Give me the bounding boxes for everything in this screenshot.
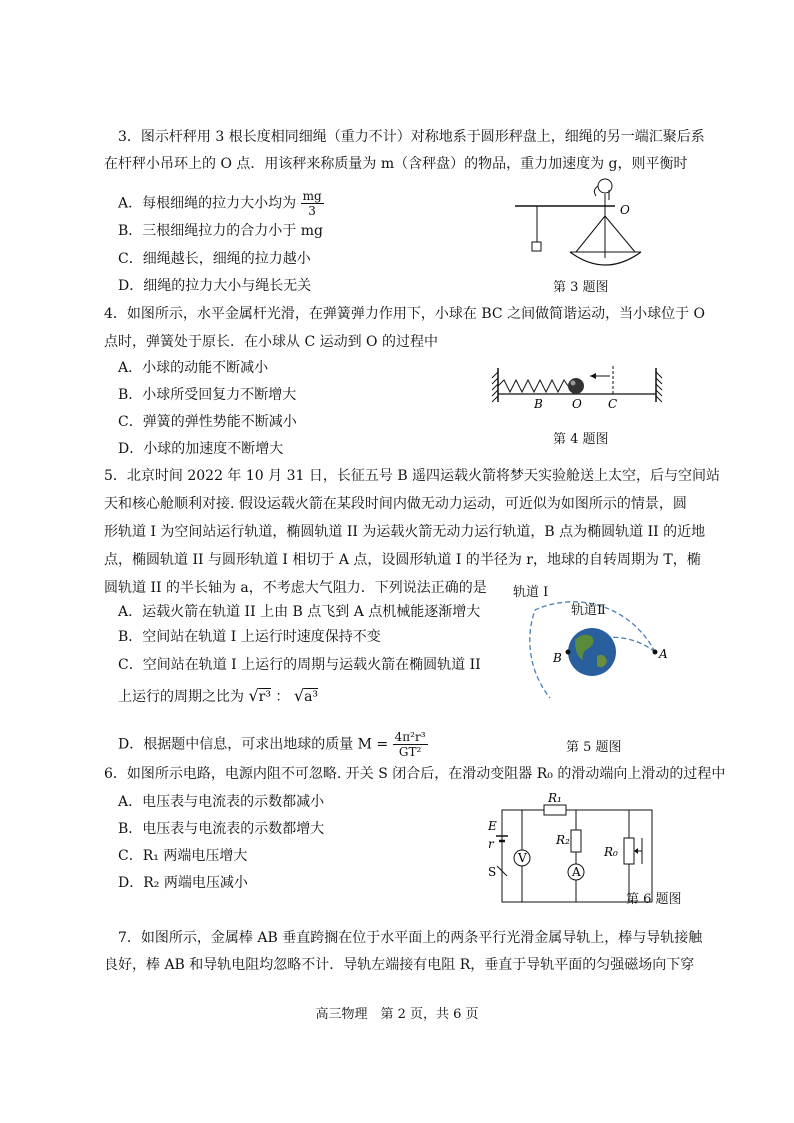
- q3-stem-line1: 3．图示杆秤用 3 根长度相同细绳（重力不计）对称地系于圆形秤盘上，细绳的另一端汇聚后系: [118, 129, 705, 145]
- q4-figure-label-b: B: [534, 397, 543, 411]
- q5-option-d-numerator: 4π²r³: [394, 730, 426, 744]
- q5-option-d[interactable]: [118, 730, 428, 759]
- q4-option-b[interactable]: B．小球所受回复力不断增大: [118, 387, 297, 403]
- q3-option-a[interactable]: [118, 189, 324, 218]
- sqrt-icon: √: [293, 686, 305, 705]
- q6-figure-label-r0: R₀: [604, 845, 618, 859]
- q6-option-c[interactable]: C．R₁ 两端电压增大: [118, 848, 248, 864]
- q5-figure-label-orbit1: 轨道 I: [513, 585, 549, 600]
- q5-stem-line5: 圆轨道 II 的半长轴为 a，不考虑大气阻力．下列说法正确的是: [104, 580, 487, 596]
- q5-option-c-r3: r³: [258, 689, 271, 705]
- q6-option-d[interactable]: D．R₂ 两端电压减小: [118, 875, 248, 891]
- q6-figure-label-r2: R₂: [556, 833, 570, 847]
- q5-option-c-text: 上运行的周期之比为: [118, 689, 244, 705]
- q4-stem-line1: 4．如图所示，水平金属杆光滑，在弹簧弹力作用下，小球在 BC 之间做简谐运动，当小球位于 O: [104, 306, 705, 322]
- q5-option-c-line1[interactable]: C．空间站在轨道 I 上运行的周期与运载火箭在椭圆轨道 II: [118, 657, 481, 673]
- q5-figure-label-orbit2: 轨道Ⅱ: [571, 603, 606, 618]
- q7-stem-line1: 7．如图所示，金属棒 AB 垂直跨搁在位于水平面上的两条平行光滑金属导轨上，棒与导轨接触: [118, 930, 703, 946]
- q5-option-b[interactable]: B．空间站在轨道 I 上运行时速度保持不变: [118, 629, 381, 645]
- q5-option-d-fraction: [393, 730, 428, 759]
- q6-figure-label-ammeter: A: [572, 865, 581, 879]
- q3-option-a-numerator: mg: [302, 189, 322, 203]
- page-footer: 高三物理 第 2 页，共 6 页: [315, 1007, 479, 1022]
- q3-option-a-fraction: [301, 189, 324, 218]
- q4-figure-label-o: O: [572, 397, 582, 411]
- q6-option-a[interactable]: A．电压表与电流表的示数都减小: [118, 794, 325, 810]
- q5-stem-line4: 点，椭圆轨道 II 与圆形轨道 I 相切于 A 点，设圆形轨道 I 的半径为 r，地球的自转周期为 T，椭: [104, 552, 701, 568]
- q3-stem-line2: 在杆秤小吊环上的 O 点．用该秤来称质量为 m（含秤盘）的物品，重力加速度为 g，则平衡时: [104, 156, 688, 172]
- q4-stem-line2: 点时，弹簧处于原长．在小球从 C 运动到 O 的过程中: [104, 334, 438, 350]
- q5-option-c-a3: a³: [304, 689, 319, 705]
- q5-figure-label-b: B: [553, 651, 562, 665]
- q5-figure-label-a: A: [659, 647, 668, 661]
- q6-figure-caption: 第 6 题图: [626, 892, 682, 907]
- q3-option-d[interactable]: D．细绳的拉力大小与绳长无关: [118, 278, 312, 294]
- q3-figure-caption: 第 3 题图: [553, 280, 609, 295]
- q4-option-a[interactable]: A．小球的动能不断减小: [118, 360, 269, 376]
- q6-figure-label-r: r: [488, 837, 494, 851]
- q3-option-c[interactable]: C．细绳越长，细绳的拉力越小: [118, 251, 311, 267]
- q5-stem-line1: 5．北京时间 2022 年 10 月 31 日，长征五号 B 遥四运载火箭将梦天实验舱送上太空，后与空间站: [104, 468, 721, 484]
- q3-option-a-text: A．每根细绳的拉力大小均为: [118, 195, 297, 212]
- q5-option-c-separator: ：: [275, 689, 290, 705]
- q4-figure-caption: 第 4 题图: [553, 432, 609, 447]
- q6-stem-line1: 6．如图所示电路，电源内阻不可忽略. 开关 S 闭合后，在滑动变阻器 R₀ 的滑动端向上滑动的过程中: [104, 766, 726, 782]
- q6-option-b[interactable]: B．电压表与电流表的示数都增大: [118, 821, 325, 837]
- q5-stem-line3: 形轨道 I 为空间站运行轨道，椭圆轨道 II 为运载火箭无动力运行轨道，B 点为椭圆轨道 II 的近地: [104, 524, 706, 540]
- q6-figure-label-r1: R₁: [548, 791, 562, 805]
- q4-option-d[interactable]: D．小球的加速度不断增大: [118, 441, 284, 457]
- sqrt-icon: √: [248, 686, 259, 705]
- q5-option-a[interactable]: A．运载火箭在轨道 II 上由 B 点飞到 A 点机械能逐渐增大: [118, 604, 481, 620]
- q5-option-d-denominator: GT²: [398, 745, 422, 759]
- q3-option-b[interactable]: B．三根细绳拉力的合力小于 mg: [118, 223, 323, 239]
- q4-figure-spring-oscillator: [490, 364, 670, 414]
- q5-figure-caption: 第 5 题图: [566, 740, 622, 755]
- q7-stem-line2: 良好，棒 AB 和导轨电阻均忽略不计．导轨左端接有电阻 R，垂直于导轨平面的匀强磁场向下穿: [104, 957, 695, 973]
- q6-figure-label-voltmeter: V: [518, 851, 527, 865]
- q4-option-c[interactable]: C．弹簧的弹性势能不断减小: [118, 414, 297, 430]
- q5-stem-line2: 天和核心舱顺利对接. 假设运载火箭在某段时间内做无动力运动，可近似为如图所示的情景，圆: [104, 496, 687, 512]
- q6-figure-label-e: E: [488, 819, 497, 833]
- q3-figure-steelyard: [510, 176, 670, 272]
- q5-figure-orbits: [505, 580, 675, 710]
- q5-option-c-line2[interactable]: [118, 686, 318, 707]
- q3-figure-label-o: O: [620, 203, 630, 217]
- q4-figure-label-c: C: [608, 397, 618, 411]
- q5-option-d-text: D．根据题中信息，可求出地球的质量 M =: [118, 736, 389, 753]
- q3-option-a-denominator: 3: [308, 204, 316, 218]
- q6-figure-label-s: S: [488, 865, 497, 879]
